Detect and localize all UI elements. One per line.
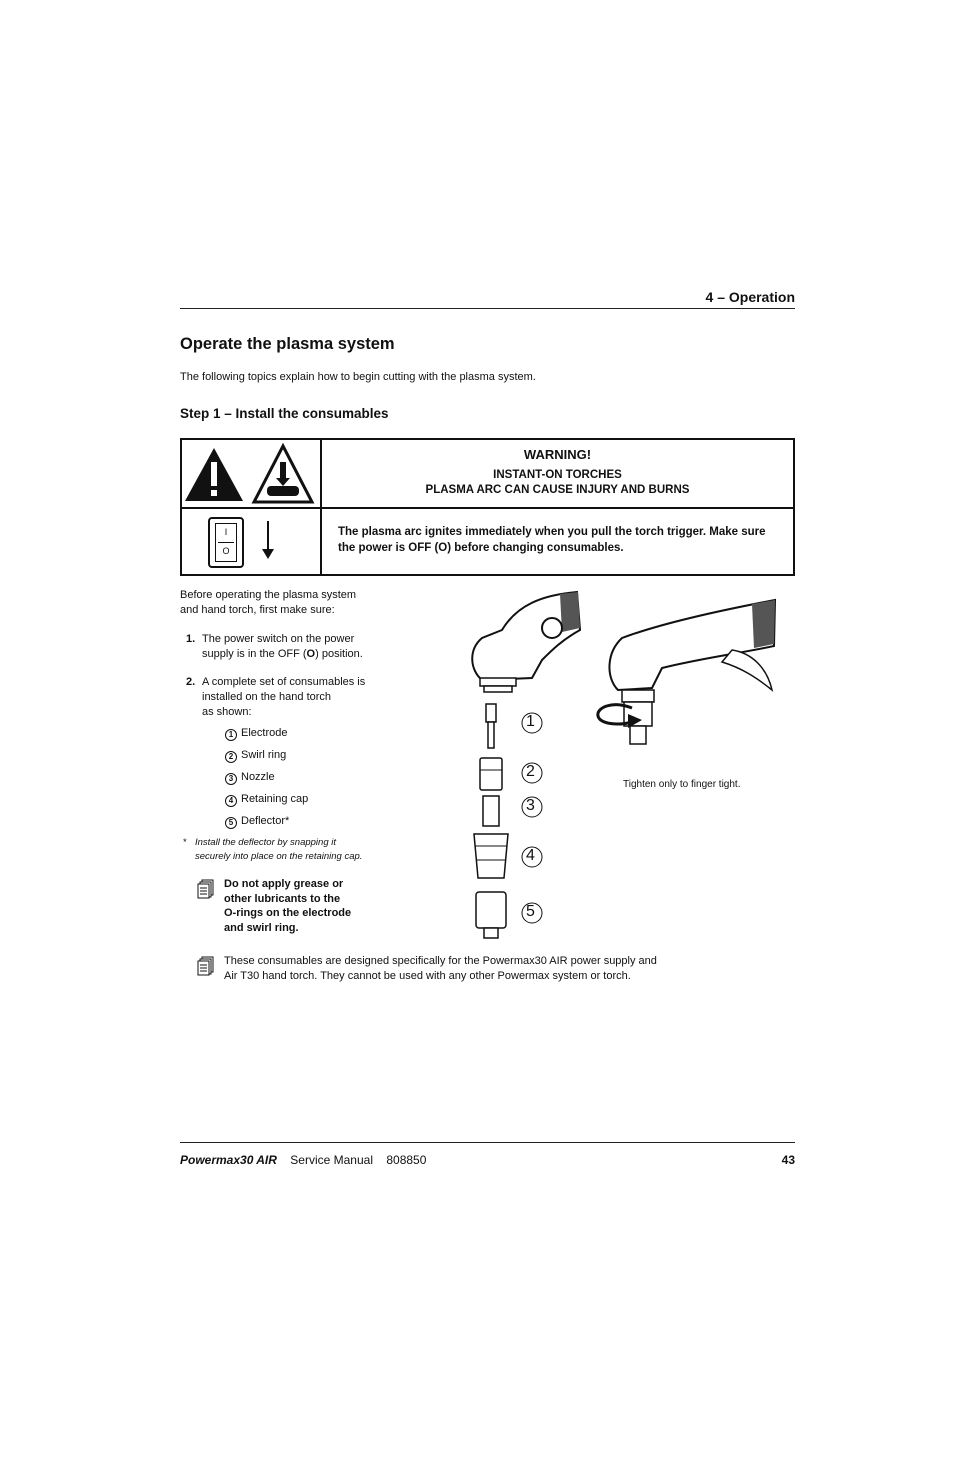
power-switch-icons — [182, 509, 322, 574]
arc-burn-hazard-icon — [250, 440, 318, 507]
switch-on-label: I — [224, 527, 228, 537]
exploded-torch-figure — [462, 590, 587, 940]
list-item-1-num: 1. — [186, 633, 196, 645]
header-rule — [180, 308, 795, 309]
switch-off-label: O — [222, 546, 230, 556]
warning-icons — [182, 440, 322, 507]
list-item: 1 Electrode — [225, 726, 308, 748]
arrow-down-icon — [260, 521, 276, 561]
footer-product: Powermax30 AIR — [180, 1153, 277, 1167]
note-compatibility: These consumables are designed specifically for the Powermax30 AIR power supply and Air T30 hand torch. They cannot be used with any other Powermax system or torch. — [224, 955, 657, 982]
warning-sub-2: PLASMA ARC CAN CAUSE INJURY AND BURNS — [425, 484, 690, 496]
warning-heading: WARNING! — [523, 447, 592, 462]
consumable-list — [225, 726, 308, 836]
footer — [180, 1153, 795, 1167]
figure-label-2: 2 — [526, 763, 535, 780]
footer-rule — [180, 1142, 795, 1143]
before-text: Before operating the plasma system and hand torch, first make sure: — [180, 589, 357, 616]
list-item: 4 Retaining cap — [225, 792, 308, 814]
torch-tighten-figure — [592, 598, 782, 750]
note-icon — [197, 879, 215, 899]
footer-code: 808850 — [386, 1153, 427, 1167]
page-number: 43 — [781, 1153, 795, 1167]
list-item-2: A complete set of consumables is installed on the hand torch as shown: — [202, 676, 366, 718]
note-grease: Do not apply grease or other lubricants to the O-rings on the electrode and swirl ring. — [224, 878, 352, 934]
warning-row-body — [182, 509, 793, 574]
step-title: Step 1 – Install the consumables — [180, 406, 389, 421]
footer-manual: Service Manual — [290, 1153, 373, 1167]
list-item: 3 Nozzle — [225, 770, 308, 792]
list-item: 5 Deflector* — [225, 814, 308, 836]
warning-text — [322, 440, 793, 507]
list-item-2-num: 2. — [186, 676, 196, 688]
figure-caption: Tighten only to finger tight. — [623, 779, 741, 790]
figure-label-3: 3 — [526, 797, 535, 814]
warning-body: The plasma arc ignites immediately when you pull the torch trigger. Make sure the power is OFF (O) before changing consumables. — [338, 526, 766, 554]
warning-sub-1: INSTANT-ON TORCHES — [493, 469, 622, 481]
footnote: Install the deflector by snapping it securely into place on the retaining cap. — [195, 837, 363, 862]
warning-row-header — [182, 440, 793, 509]
section-header: 4 – Operation — [705, 289, 795, 305]
list-item: 2 Swirl ring — [225, 748, 308, 770]
power-switch-icon — [208, 517, 244, 568]
figure-label-1: 1 — [526, 713, 535, 730]
intro-text: The following topics explain how to begin cutting with the plasma system. — [180, 371, 536, 383]
page-title: Operate the plasma system — [180, 335, 395, 353]
figure-label-4: 4 — [526, 847, 535, 864]
footnote-marker: * — [183, 837, 187, 848]
figure-label-5: 5 — [526, 903, 535, 920]
list-item-1: The power switch on the power supply is in the OFF (O) position. — [202, 633, 363, 660]
note-icon — [197, 956, 215, 976]
warning-table — [180, 438, 795, 576]
